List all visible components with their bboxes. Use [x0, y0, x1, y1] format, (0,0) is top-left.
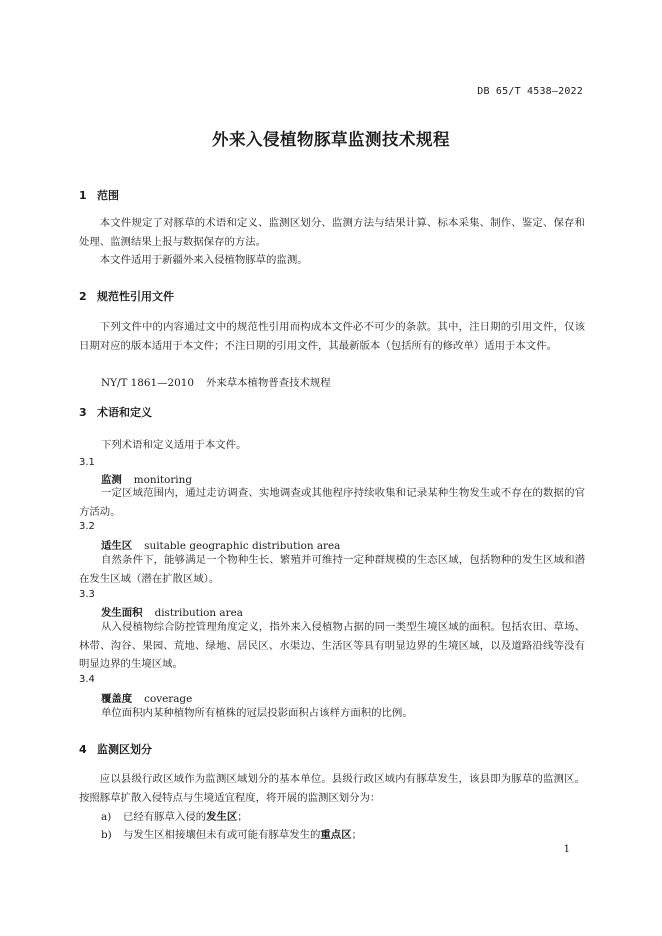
list-text: 已经有豚草入侵的 — [123, 811, 207, 823]
term-definition: 从入侵植物综合防控管理角度定义，指外来入侵植物占据的同一类型生境区域的面积。包括农田、草场、林带、沟谷、果园、荒地、绿地、居民区、水渠边、生活区等具有明显边界的生境区域，以及道路沿线等没有明显边界的生境区域。 — [79, 621, 585, 670]
list-end: ； — [351, 829, 362, 841]
paragraph: 本文件适用于新疆外来入侵植物豚草的监测。 — [99, 254, 308, 266]
term-en: coverage — [144, 693, 193, 705]
section-title: 范围 — [97, 189, 119, 202]
term-heading — [101, 537, 340, 552]
section-number: 3 — [79, 406, 87, 419]
section-title: 规范性引用文件 — [97, 290, 174, 303]
list-emphasis: 重点区 — [320, 829, 352, 841]
list-item — [101, 808, 248, 823]
paragraph: 应以县级行政区域作为监测区域划分的基本单位。县级行政区域内有豚草发生，该县即为豚草的监测区。按照豚草扩散入侵特点与生境适宜程度，将开展的监测区划分为： — [79, 773, 585, 804]
reference-title: 外来草本植物普查技术规程 — [205, 377, 331, 389]
term-zh: 覆盖度 — [101, 693, 133, 705]
term-definition: 单位面积内某种植物所有植株的冠层投影面积占该样方面积的比例。 — [101, 707, 413, 719]
section-2-heading — [79, 288, 174, 304]
term-heading — [101, 690, 192, 705]
list-marker: b) — [101, 829, 112, 841]
term-en: monitoring — [133, 474, 192, 486]
section-3-heading — [79, 404, 152, 420]
term-en: distribution area — [154, 607, 243, 619]
section-title: 术语和定义 — [97, 406, 152, 419]
term-number: 3.3 — [79, 589, 95, 600]
term-zh: 适生区 — [101, 540, 133, 552]
paragraph: 本文件规定了对豚草的术语和定义、监测区划分、监测方法与结果计算、标本采集、制作、鉴定、保存和处理、监测结果上报与数据保存的方法。 — [79, 217, 585, 248]
paragraph: 下列文件中的内容通过文中的规范性引用而构成本文件必不可少的条款。其中，注日期的引用文件，仅该日期对应的版本适用于本文件；不注日期的引用文件，其最新版本（包括所有的修改单）适用于本文件。 — [79, 321, 585, 352]
section-4-heading — [79, 741, 152, 757]
term-heading — [101, 604, 243, 619]
list-item — [101, 826, 362, 841]
standard-code: DB 65/T 4538—2022 — [477, 86, 583, 97]
section-title: 监测区划分 — [97, 743, 152, 756]
list-text: 与发生区相接壤但未有或可能有豚草发生的 — [123, 829, 321, 841]
term-zh: 监测 — [101, 474, 122, 486]
reference-code: NY/T 1861—2010 — [101, 377, 194, 389]
section-4-body — [79, 770, 585, 807]
term-en: suitable geographic distribution area — [144, 540, 341, 552]
term-definition: 自然条件下，能够满足一个物种生长、繁殖并可维持一定种群规模的生态区域，包括物种的发生区域和潜在发生区域（潜在扩散区域）。 — [79, 554, 585, 585]
page-number: 1 — [563, 844, 570, 855]
term-zh: 发生面积 — [101, 607, 143, 619]
section-3-intro: 下列术语和定义适用于本文件。 — [101, 439, 247, 451]
section-1-heading — [79, 187, 119, 203]
normative-reference — [101, 374, 331, 389]
document-title: 外来入侵植物豚草监测技术规程 — [212, 130, 450, 149]
section-number: 4 — [79, 743, 87, 756]
section-1-body — [79, 214, 585, 270]
term-definition: 一定区域范围内，通过走访调查、实地调查或其他程序持续收集和记录某种生物发生或不存在的数据的官方活动。 — [79, 487, 585, 518]
section-2-body — [79, 318, 585, 355]
list-marker: a) — [101, 811, 112, 823]
term-number: 3.2 — [79, 521, 95, 532]
section-number: 2 — [79, 290, 87, 303]
list-emphasis: 发生区 — [206, 811, 238, 823]
term-number: 3.1 — [79, 457, 95, 468]
section-number: 1 — [79, 189, 87, 202]
term-number: 3.4 — [79, 674, 95, 685]
list-end: ； — [237, 811, 248, 823]
